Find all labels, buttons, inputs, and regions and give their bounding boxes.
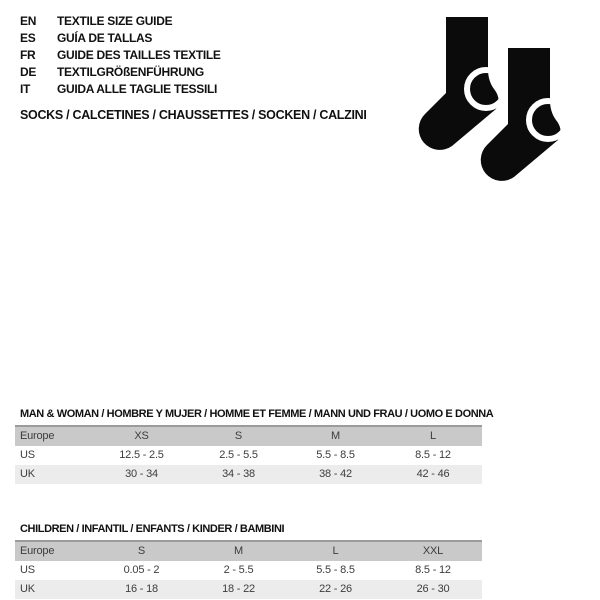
language-code: FR: [20, 48, 36, 62]
column-header-cell: XS: [134, 430, 149, 442]
language-row: [20, 47, 221, 64]
column-header-cell: S: [137, 545, 146, 557]
size-value-cell: 5.5 - 8.5: [316, 449, 355, 461]
socks-icon: [395, 10, 580, 185]
size-table-title: CHILDREN / INFANTIL / ENFANTS / KINDER / BAMBINI: [20, 523, 285, 535]
size-table-title: MAN & WOMAN / HOMBRE Y MUJER / HOMME ET FEMME / MANN UND FRAU / UOMO E DONNA: [20, 408, 494, 420]
size-value-cell: 38 - 42: [319, 468, 352, 480]
language-row: [20, 13, 221, 30]
table-row: [15, 465, 482, 484]
language-code: DE: [20, 65, 37, 79]
region-cell: US: [20, 564, 35, 576]
language-list: [20, 13, 221, 98]
sock-front: [481, 48, 567, 181]
size-value-cell: 34 - 38: [222, 468, 255, 480]
language-label: GUIDA ALLE TAGLIE TESSILI: [57, 82, 218, 96]
socks-icon-svg: [395, 10, 580, 185]
size-value-cell: 12.5 - 2.5: [119, 449, 164, 461]
language-label: GUIDE DES TAILLES TEXTILE: [57, 48, 221, 62]
sock-back: [419, 17, 505, 150]
language-code: IT: [20, 82, 31, 96]
size-value-cell: 0.05 - 2: [123, 564, 160, 576]
table-row: [15, 580, 482, 599]
column-header-cell: Europe: [20, 430, 55, 442]
size-value-cell: 26 - 30: [416, 583, 450, 595]
size-value-cell: 8.5 - 12: [415, 449, 451, 461]
table-row: [15, 561, 482, 580]
language-code: ES: [20, 31, 36, 45]
size-table: [15, 540, 482, 599]
column-header-cell: L: [430, 430, 436, 442]
table-row: [15, 446, 482, 465]
table-header-row: [15, 426, 482, 446]
column-header-cell: S: [234, 430, 243, 442]
region-cell: UK: [20, 583, 35, 595]
size-value-cell: 16 - 18: [125, 583, 158, 595]
language-code: EN: [20, 14, 37, 28]
size-table: [15, 425, 482, 484]
region-cell: US: [20, 449, 35, 461]
language-label: TEXTILGRÖßENFÜHRUNG: [57, 65, 204, 79]
language-row: [20, 30, 221, 47]
language-row: [20, 64, 221, 81]
column-header-cell: L: [332, 545, 339, 557]
size-value-cell: 2 - 5.5: [223, 564, 254, 576]
language-label: GUÍA DE TALLAS: [57, 31, 153, 45]
size-value-cell: 8.5 - 12: [415, 564, 451, 576]
column-header-cell: M: [234, 545, 243, 557]
language-label: TEXTILE SIZE GUIDE: [57, 14, 173, 28]
size-value-cell: 42 - 46: [416, 468, 450, 480]
column-header-cell: M: [331, 430, 340, 442]
column-header-cell: XXL: [422, 545, 444, 557]
table-header-row: [15, 541, 482, 561]
column-header-cell: Europe: [20, 545, 55, 557]
size-value-cell: 22 - 26: [319, 583, 352, 595]
size-value-cell: 5.5 - 8.5: [316, 564, 355, 576]
size-value-cell: 18 - 22: [222, 583, 255, 595]
size-value-cell: 2.5 - 5.5: [219, 449, 258, 461]
category-line: SOCKS / CALCETINES / CHAUSSETTES / SOCKEN / CALZINI: [20, 108, 367, 122]
size-value-cell: 30 - 34: [125, 468, 158, 480]
language-row: [20, 81, 221, 98]
region-cell: UK: [20, 468, 35, 480]
